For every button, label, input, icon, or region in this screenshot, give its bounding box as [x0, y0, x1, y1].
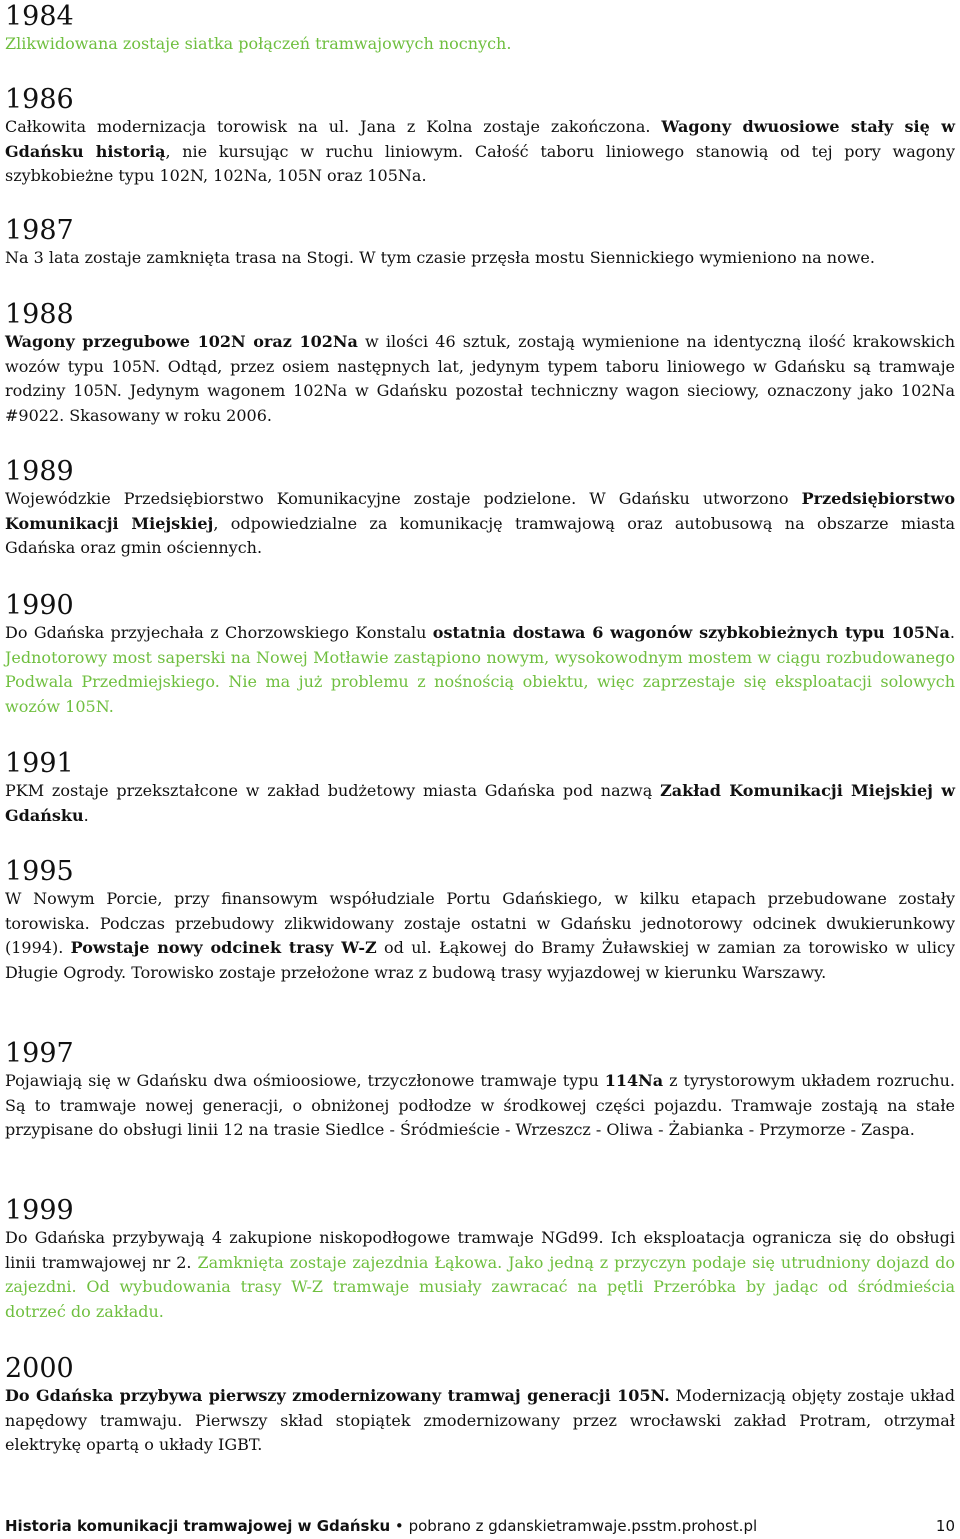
- text-span: Do Gdańska przybywają 4 zakupione niskopodłogowe tramwaje NGd99. Ich eksploatacja ogranicza się do obsługi linii tramwajowej nr 2.: [5, 1228, 955, 1272]
- year-heading: 1987: [5, 215, 74, 246]
- entry-text: [5, 330, 955, 428]
- entry-text: [5, 1069, 955, 1143]
- bold-text: Wagony przegubowe 102N oraz 102Na: [5, 332, 358, 351]
- text-span: Wojewódzkie Przedsiębiorstwo Komunikacyjne zostaje podzielone. W Gdańsku utworzono: [5, 489, 802, 508]
- footer-left: [5, 1515, 757, 1537]
- text-span: Na 3 lata zostaje zamknięta trasa na Stogi. W tym czasie przęsła mostu Siennickiego wymieniono na nowe.: [5, 248, 875, 267]
- entry-text: [5, 779, 955, 828]
- text-span: z tyrystorowym układem rozruchu. Są to tramwaje nowej generacji, o obniżonej podłodze w środkowej części pojazdu. Tramwaje zostają na stałe przypisane do obsługi linii 12 na trasie Siedlce - Śródmieście - Wrzeszcz - Oliwa - Żabianka - Przymorze - Zaspa.: [5, 1071, 956, 1139]
- text-span: , nie kursując w ruchu liniowym. Całość taboru liniowego stanowią od tej pory wagony szybkobieżne typu 102N, 102Na, 105N oraz 105Na.: [5, 141, 955, 185]
- text-span: od ul. Łąkowej do Bramy Żuławskiej w zamian za torowisko w ulicy Długie Ogrody. Torowisko zostaje przełożone wraz z budową trasy wyjazdowej w kierunku Warszawy.: [5, 938, 956, 982]
- entry-text: [5, 246, 955, 271]
- year-heading: 1986: [5, 84, 74, 115]
- year-heading: 1990: [5, 590, 74, 621]
- bold-text: ostatnia dostawa 6 wagonów szybkobieżnych typu 105Na: [432, 623, 950, 642]
- entry-1989: [5, 457, 955, 561]
- bold-text: Powstaje nowy odcinek trasy W-Z: [70, 938, 377, 957]
- text-span: Całkowita modernizacja torowisk na ul. Jana z Kolna zostaje zakończona.: [5, 117, 662, 136]
- year-heading: 1995: [5, 856, 74, 887]
- year-heading: 1988: [5, 299, 74, 330]
- year-heading: 1999: [5, 1195, 74, 1226]
- entry-text: [5, 1226, 955, 1324]
- text-span: PKM zostaje przekształcone w zakład budżetowy miasta Gdańska pod nazwą: [5, 781, 661, 800]
- highlighted-text: Zamknięta zostaje zajezdnia Łąkowa. Jako jedną z przyczyn podaje się utrudniony dojazd do zajezdni. Od wybudowania trasy W-Z tramwaje musiały zawracać na pętli Przeróbka by jadąc od śródmieścia dotrzeć do zakładu.: [5, 1252, 956, 1321]
- text-span: Pojawiają się w Gdańsku dwa ośmioosiowe, trzyczłonowe tramwaje typu: [5, 1071, 605, 1090]
- entry-text: [5, 32, 955, 57]
- entry-text: [5, 487, 955, 561]
- bold-text: 114Na: [604, 1071, 664, 1090]
- entry-1986: [5, 85, 955, 189]
- entry-text: [5, 621, 955, 719]
- entry-1988: [5, 300, 955, 428]
- entry-1997: [5, 1039, 955, 1143]
- highlighted-text: Jednotorowy most saperski na Nowej Motławie zastąpiono nowym, wysokowodnym mostem w ciągu rozbudowanego Podwala Przedmiejskiego. Nie ma już problemu z nośnością obiektu, więc zaprzestaje się eksploatacji solowych wozów 105N.: [5, 647, 955, 716]
- entry-1984: [5, 2, 955, 57]
- text-span: W Nowym Porcie, przy finansowym współudziale Portu Gdańskiego, w kilku etapach przebudowane zostały torowiska. Podczas przebudowy zlikwidowany zostaje ostatni w Gdańsku jednotorowy odcinek dwukierunkowy (1994).: [5, 889, 955, 957]
- footer-source: pobrano z gdanskietramwaje.psstm.prohost.pl: [408, 1517, 758, 1535]
- entry-text: [5, 887, 955, 985]
- year-heading: 1991: [5, 748, 74, 779]
- bold-text: Wagony dwuosiowe stały się w Gdańsku historią: [5, 117, 955, 161]
- text-span: Modernizacją objęty zostaje układ napędowy tramwaju. Pierwszy skład stopiątek zmodernizowany przez wrocławski zakład Protram, otrzymał elektrykę opartą o układy IGBT.: [5, 1386, 955, 1454]
- year-heading: 1984: [5, 1, 74, 32]
- year-heading: 1997: [5, 1038, 74, 1069]
- text-span: w ilości 46 sztuk, zostają wymienione na identyczną ilość krakowskich wozów typu 105N. Odtąd, przez osiem następnych lat, jedynym typem taboru liniowego w Gdańsku są tramwaje rodziny 105N. Jedynym wagonem 102Na w Gdańsku pozostał techniczny wagon sieciowy, oznaczony jako 102Na #9022. Skasowany w roku 2006.: [5, 332, 956, 425]
- entry-text: [5, 1384, 955, 1458]
- text-span: .: [83, 805, 89, 825]
- entry-1991: [5, 749, 955, 828]
- bold-text: Przedsiębiorstwo Komunikacji Miejskiej: [5, 489, 955, 533]
- highlighted-text: Zlikwidowana zostaje siatka połączeń tramwajowych nocnych.: [5, 34, 512, 53]
- bold-text: Zakład Komunikacji Miejskiej w Gdańsku: [5, 781, 955, 825]
- bold-text: Do Gdańska przybywa pierwszy zmodernizowany tramwaj generacji 105N.: [5, 1386, 670, 1405]
- text-span: .: [949, 623, 955, 642]
- entry-1987: [5, 216, 955, 271]
- page-footer: [5, 1515, 955, 1537]
- year-heading: 1989: [5, 456, 74, 487]
- entry-1990: [5, 591, 955, 719]
- entry-1995: [5, 857, 955, 985]
- footer-title: Historia komunikacji tramwajowej w Gdańsku: [5, 1517, 391, 1535]
- text-span: , odpowiedzialne za komunikację tramwajową oraz autobusową na obszarze miasta Gdańska oraz gmin ościennych.: [5, 513, 956, 557]
- entry-1999: [5, 1196, 955, 1324]
- entry-text: [5, 115, 955, 189]
- footer-separator: •: [394, 1517, 404, 1535]
- entry-2000: [5, 1354, 955, 1458]
- year-heading: 2000: [5, 1353, 74, 1384]
- page-number: 10: [935, 1517, 955, 1535]
- text-span: Do Gdańska przyjechała z Chorzowskiego Konstalu: [5, 623, 433, 642]
